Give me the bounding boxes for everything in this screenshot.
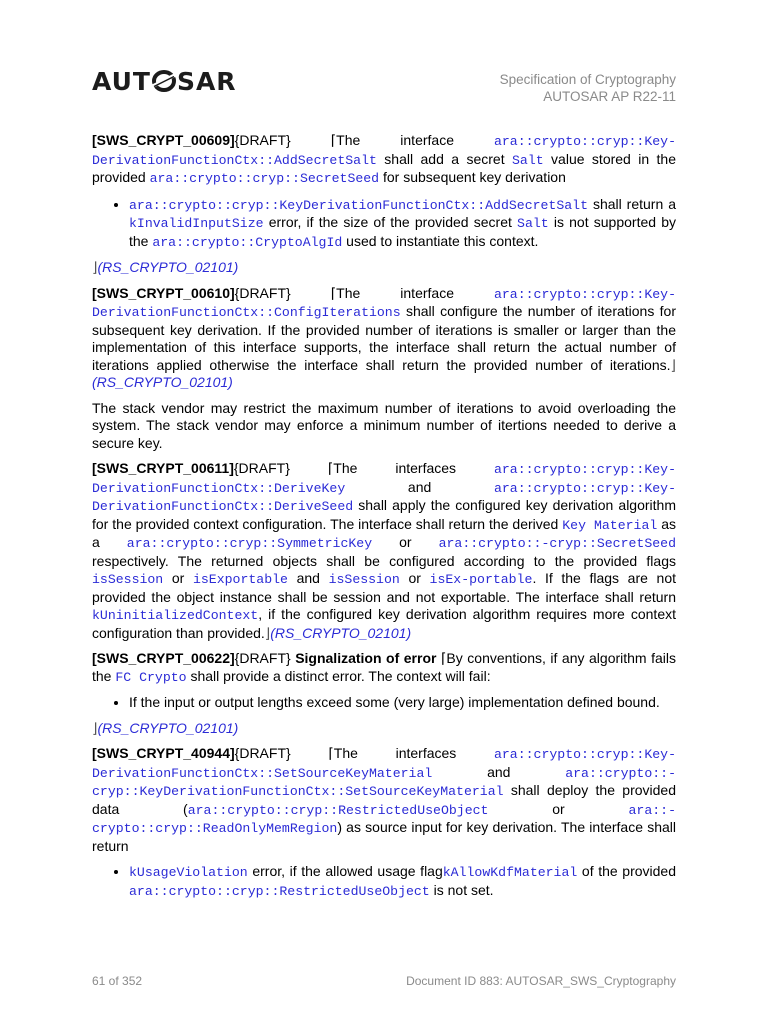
logo-text-left: AUT bbox=[92, 67, 151, 96]
document-body bbox=[92, 132, 676, 908]
req-id: [SWS_CRYPT_00609] bbox=[92, 132, 235, 148]
req-00622: [SWS_CRYPT_00622]{DRAFT} Signalization of error ⌈By conventions, if any algorithm fails the FC Crypto shall provide a distinct error. The context will fail: bbox=[92, 650, 676, 685]
logo-o-icon bbox=[151, 70, 177, 94]
req-id: [SWS_CRYPT_40944] bbox=[92, 745, 235, 761]
trace-link[interactable]: (RS_CRYPTO_02101) bbox=[97, 259, 239, 275]
req-id: [SWS_CRYPT_00611] bbox=[92, 460, 234, 476]
autosar-logo bbox=[92, 67, 237, 96]
req-id: [SWS_CRYPT_00610] bbox=[92, 284, 235, 301]
list-item: • ara::crypto::cryp::KeyDerivationFunctionCtx::AddSecretSalt shall return a kInvalidInputSize error, if the size of the provided secret Salt is not supported by the ara::crypto::CryptoAlgId used to instantiate this context. bbox=[129, 196, 676, 252]
page-number: 61 of 352 bbox=[92, 974, 143, 988]
trace-link[interactable]: (RS_CRYPTO_02101) bbox=[97, 719, 239, 736]
req-40944: [SWS_CRYPT_40944]{DRAFT} ⌈The interfaces ara::crypto::cryp::Key-DerivationFunctionCtx::SetSourceKeyMaterial and ara::crypto::-cryp::KeyDerivationFunctionCtx::SetSourceKeyMaterial shall deploy the provided data (ara::crypto::cryp::RestrictedUseObject or ara::-crypto::cryp::ReadOnlyMemRegion) as source input for key derivation. The interface shall return bbox=[92, 745, 676, 854]
vendor-note: The stack vendor may restrict the maximum number of iterations to avoid overloading the system. The stack vendor may enforce a minimum number of itertions needed to derive a secure key. bbox=[92, 399, 676, 451]
trace-link[interactable]: (RS_CRYPTO_02101) bbox=[270, 624, 412, 641]
req-id: [SWS_CRYPT_00622] bbox=[92, 650, 235, 666]
document-id: Document ID 883: AUTOSAR_SWS_Cryptography bbox=[406, 974, 676, 988]
req-00611: [SWS_CRYPT_00611]{DRAFT} ⌈The interfaces ara::crypto::cryp::Key-DerivationFunctionCtx::DeriveKey and ara::crypto::cryp::Key-DerivationFunctionCtx::DeriveSeed shall apply the configured key derivation algorithm for the provided context configuration. The interface shall return the derived Key Material as a ara::crypto::cryp::SymmetricKey or ara::crypto::-cryp::SecretSeed respectively. The returned objects shall be configured according to the provided flags isSession or isExportable and isSession or isEx-portable. If the flags are not provided the object instance shall be session and not exportable. The interface shall return kUninitializedContext, if the configured key derivation algorithm requires more context configuration than provided.⌋(RS_CRYPTO_02101) bbox=[92, 460, 677, 641]
doc-title: Specification of Cryptography bbox=[499, 72, 676, 87]
req-00609-bullets bbox=[92, 196, 676, 252]
req-40944-bullets bbox=[92, 863, 676, 900]
header-info bbox=[500, 71, 676, 105]
req-00609: [SWS_CRYPT_00609]{DRAFT} ⌈The interface ara::crypto::cryp::Key-DerivationFunctionCtx::AddSecretSalt shall add a secret Salt value stored in the provided ara::crypto::cryp::SecretSeed for subsequent key derivation bbox=[92, 132, 677, 186]
logo-text-right: SAR bbox=[176, 67, 237, 96]
req-title: Signalization of error bbox=[295, 650, 437, 666]
req-00622-bullets bbox=[92, 694, 676, 712]
list-item: • kUsageViolation error, if the allowed usage flagkAllowKdfMaterial of the provided ara::crypto::cryp::RestrictedUseObject is not set. bbox=[129, 863, 676, 900]
doc-release: AUTOSAR AP R22-11 bbox=[543, 89, 676, 104]
list-item: • If the input or output lengths exceed some (very large) implementation defined bound. bbox=[129, 694, 676, 712]
req-00622-trace: ⌋(RS_CRYPTO_02101) bbox=[92, 719, 239, 736]
trace-link[interactable]: (RS_CRYPTO_02101) bbox=[92, 374, 233, 390]
req-00610: [SWS_CRYPT_00610]{DRAFT} ⌈The interface ara::crypto::cryp::Key-DerivationFunctionCtx::ConfigIterations shall configure the number of iterations for subsequent key derivation. If the provided number of iterations is smaller or larger than the implementation of this interface supports, the interface shall return the actual number of iterations applied otherwise the interface shall return the provided number of iterations.⌋(RS_CRYPTO_02101) bbox=[92, 284, 677, 390]
req-00609-trace: ⌋(RS_CRYPTO_02101) bbox=[92, 259, 239, 275]
page-footer bbox=[92, 974, 676, 988]
